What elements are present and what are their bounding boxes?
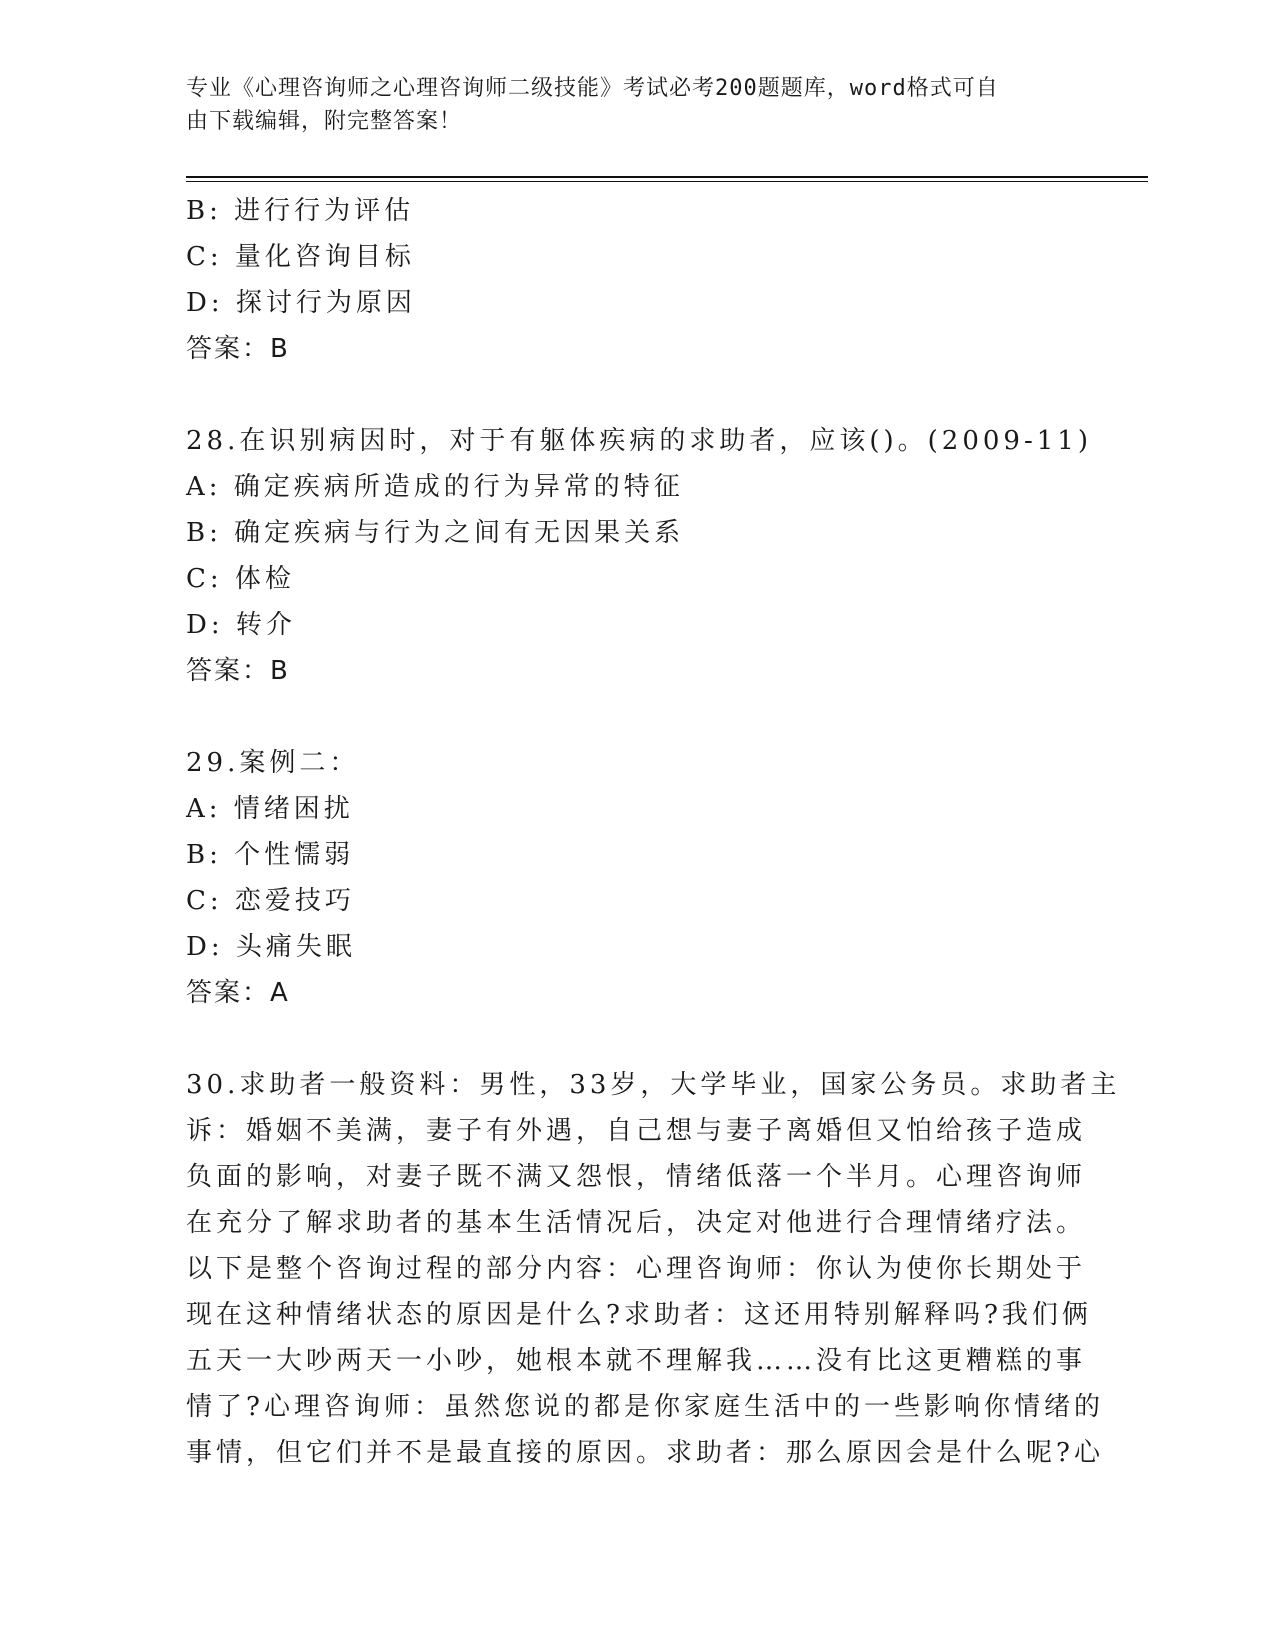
header-divider-thin bbox=[186, 181, 1148, 182]
question-27-fragment bbox=[186, 188, 1086, 372]
spacer bbox=[186, 694, 1086, 740]
paragraph-line: 负面的影响，对妻子既不满又怨恨，情绪低落一个半月。心理咨询师 bbox=[186, 1162, 1087, 1192]
option-d: D: 头痛失眠 bbox=[186, 932, 356, 962]
option-a: A: 情绪困扰 bbox=[186, 794, 354, 824]
option-d: D: 转介 bbox=[186, 610, 296, 640]
option-b: B: 确定疾病与行为之间有无因果关系 bbox=[186, 518, 685, 548]
option-c: C: 恋爱技巧 bbox=[186, 886, 355, 916]
paragraph-line: 现在这种情绪状态的原因是什么?求助者：这还用特别解释吗?我们俩 bbox=[186, 1300, 1092, 1330]
header-line-1: 专业《心理咨询师之心理咨询师二级技能》考试必考200题题库，word格式可自 bbox=[186, 76, 999, 101]
header-line-2: 由下载编辑，附完整答案！ bbox=[186, 109, 463, 134]
paragraph-line: 30.求助者一般资料：男性，33岁，大学毕业，国家公务员。求助者主 bbox=[186, 1070, 1121, 1100]
document-header bbox=[186, 72, 1086, 138]
paragraph-line: 情了?心理咨询师：虽然您说的都是你家庭生活中的一些影响你情绪的 bbox=[186, 1392, 1104, 1422]
option-a: A: 确定疾病所造成的行为异常的特征 bbox=[186, 472, 684, 502]
answer-line: 答案：B bbox=[186, 656, 290, 686]
answer-line: 答案：A bbox=[186, 978, 290, 1008]
paragraph-line: 诉：婚姻不美满，妻子有外遇，自己想与妻子离婚但又怕给孩子造成 bbox=[186, 1116, 1087, 1146]
paragraph-line: 在充分了解求助者的基本生活情况后，决定对他进行合理情绪疗法。 bbox=[186, 1208, 1087, 1238]
paragraph-line: 五天一大吵两天一小吵，她根本就不理解我……没有比这更糟糕的事 bbox=[186, 1346, 1087, 1376]
question-29 bbox=[186, 740, 1086, 1016]
option-b: B: 个性懦弱 bbox=[186, 840, 355, 870]
question-text: 28.在识别病因时，对于有躯体疾病的求助者，应该()。(2009-11) bbox=[186, 426, 1092, 456]
question-30 bbox=[186, 1062, 1121, 1476]
option-d: D: 探讨行为原因 bbox=[186, 288, 416, 318]
question-28 bbox=[186, 418, 1092, 694]
option-c: C: 体检 bbox=[186, 564, 295, 594]
spacer bbox=[186, 1016, 1086, 1062]
paragraph-line: 事情，但它们并不是最直接的原因。求助者：那么原因会是什么呢?心 bbox=[186, 1438, 1104, 1468]
question-list bbox=[186, 188, 1121, 1476]
paragraph-line: 以下是整个咨询过程的部分内容：心理咨询师：你认为使你长期处于 bbox=[186, 1254, 1087, 1284]
spacer bbox=[186, 372, 1086, 418]
option-c: C: 量化咨询目标 bbox=[186, 242, 415, 272]
question-text: 29.案例二： bbox=[186, 748, 360, 778]
answer-line: 答案：B bbox=[186, 334, 290, 364]
header-divider-thick bbox=[186, 176, 1148, 178]
option-b: B: 进行行为评估 bbox=[186, 196, 415, 226]
